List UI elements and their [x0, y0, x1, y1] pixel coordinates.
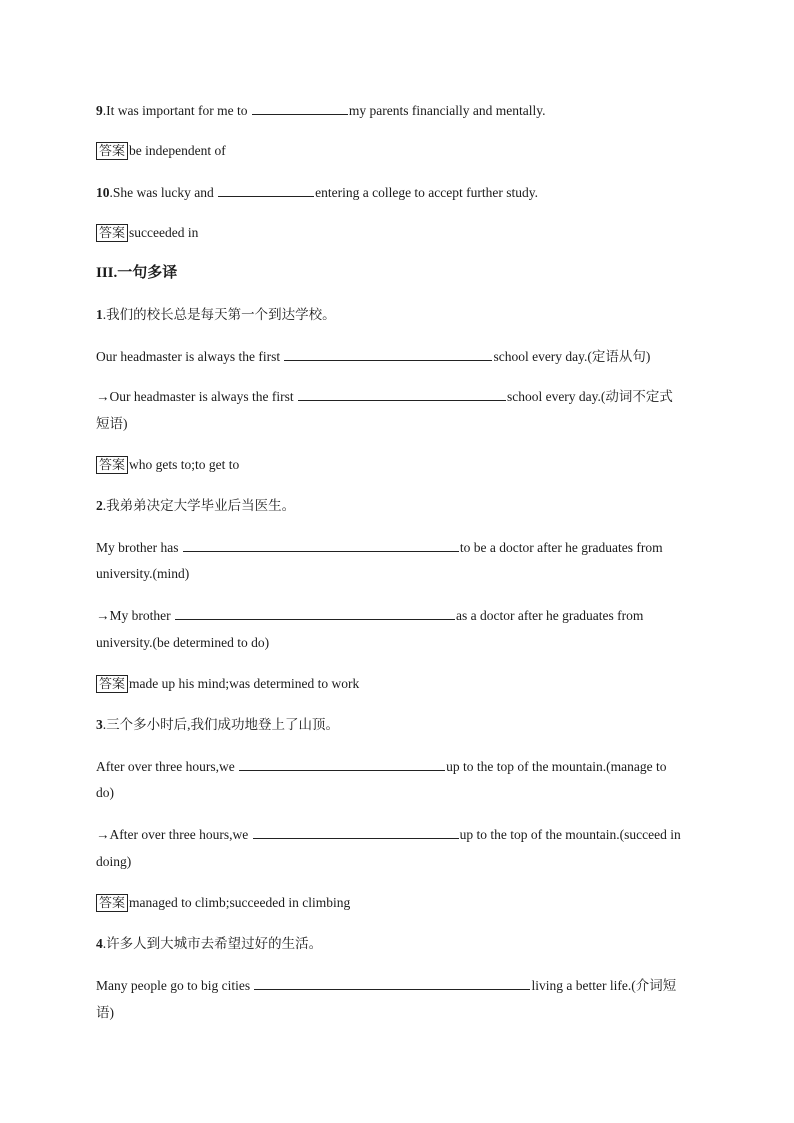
translation-3b — [96, 824, 681, 845]
sentence-text: living a better life.(介词短 — [531, 978, 677, 993]
answer-blank[interactable] — [298, 386, 506, 401]
translation-4a-cont: 语) — [96, 1005, 114, 1020]
question-number: 9 — [96, 103, 103, 118]
translation-1b — [96, 386, 673, 407]
translation-3-prompt — [96, 715, 339, 735]
chinese-sentence: .我们的校长总是每天第一个到达学校。 — [102, 307, 336, 322]
answer-text: be independent of — [129, 143, 226, 158]
translation-2a-cont: university.(mind) — [96, 566, 190, 581]
translation-1b-cont: 短语) — [96, 416, 128, 431]
item-number: 4 — [96, 936, 103, 951]
answer-blank[interactable] — [218, 182, 314, 197]
translation-2b-cont: university.(be determined to do) — [96, 635, 270, 650]
question-9 — [96, 100, 546, 121]
translation-1a — [96, 346, 650, 367]
answer-10 — [96, 223, 198, 243]
item-number: 1 — [96, 307, 103, 322]
question-text: .She was lucky and — [109, 185, 218, 200]
sentence-text: →After over three hours,we — [96, 827, 252, 842]
question-text: .It was important for me to — [102, 103, 251, 118]
translation-4a — [96, 975, 676, 996]
section-title: III.一句多译 — [96, 265, 178, 281]
question-text: my parents financially and mentally. — [348, 103, 546, 118]
sentence-text: Our headmaster is always the first — [96, 349, 284, 364]
item-number: 2 — [96, 498, 103, 513]
sentence-text: Many people go to big cities — [96, 978, 254, 993]
chinese-sentence: .我弟弟决定大学毕业后当医生。 — [102, 498, 296, 513]
sentence-text: →Our headmaster is always the first — [96, 389, 297, 404]
translation-1-prompt — [96, 305, 336, 325]
answer-tag: 答案 — [96, 894, 128, 912]
answer-blank[interactable] — [253, 824, 459, 839]
sentence-text: up to the top of the mountain.(succeed in — [459, 827, 681, 842]
answer-t1 — [96, 455, 239, 475]
translation-2-prompt — [96, 496, 295, 516]
sentence-text: up to the top of the mountain.(manage to — [446, 759, 667, 774]
answer-blank[interactable] — [254, 975, 530, 990]
sentence-text: →My brother — [96, 608, 174, 623]
sentence-text: school every day.(动词不定式 — [506, 389, 673, 404]
answer-blank[interactable] — [175, 605, 455, 620]
chinese-sentence: .许多人到大城市去希望过好的生活。 — [102, 936, 323, 951]
sentence-text: as a doctor after he graduates from — [456, 608, 644, 623]
sentence-text: My brother has — [96, 540, 182, 555]
answer-tag: 答案 — [96, 142, 128, 160]
answer-text: managed to climb;succeeded in climbing — [129, 895, 351, 910]
question-text: entering a college to accept further study. — [315, 185, 539, 200]
answer-text: made up his mind;was determined to work — [129, 676, 360, 691]
question-number: 10 — [96, 185, 110, 200]
chinese-sentence: .三个多小时后,我们成功地登上了山顶。 — [102, 717, 339, 732]
answer-t2 — [96, 674, 359, 694]
answer-blank[interactable] — [284, 346, 492, 361]
translation-2a — [96, 537, 663, 558]
answer-tag: 答案 — [96, 456, 128, 474]
answer-tag: 答案 — [96, 224, 128, 242]
item-number: 3 — [96, 717, 103, 732]
question-10 — [96, 182, 538, 203]
answer-text: succeeded in — [129, 225, 199, 240]
answer-text: who gets to;to get to — [129, 457, 240, 472]
translation-4-prompt — [96, 934, 322, 954]
answer-t3 — [96, 893, 350, 913]
answer-blank[interactable] — [239, 756, 445, 771]
translation-3a — [96, 756, 667, 777]
translation-3b-cont: doing) — [96, 854, 132, 869]
sentence-text: After over three hours,we — [96, 759, 239, 774]
answer-tag: 答案 — [96, 675, 128, 693]
answer-blank[interactable] — [183, 537, 459, 552]
translation-3a-cont: do) — [96, 785, 114, 800]
translation-2b — [96, 605, 643, 626]
sentence-text: to be a doctor after he graduates from — [459, 540, 663, 555]
answer-9 — [96, 141, 226, 161]
sentence-text: school every day.(定语从句) — [493, 349, 651, 364]
answer-blank[interactable] — [252, 100, 348, 115]
